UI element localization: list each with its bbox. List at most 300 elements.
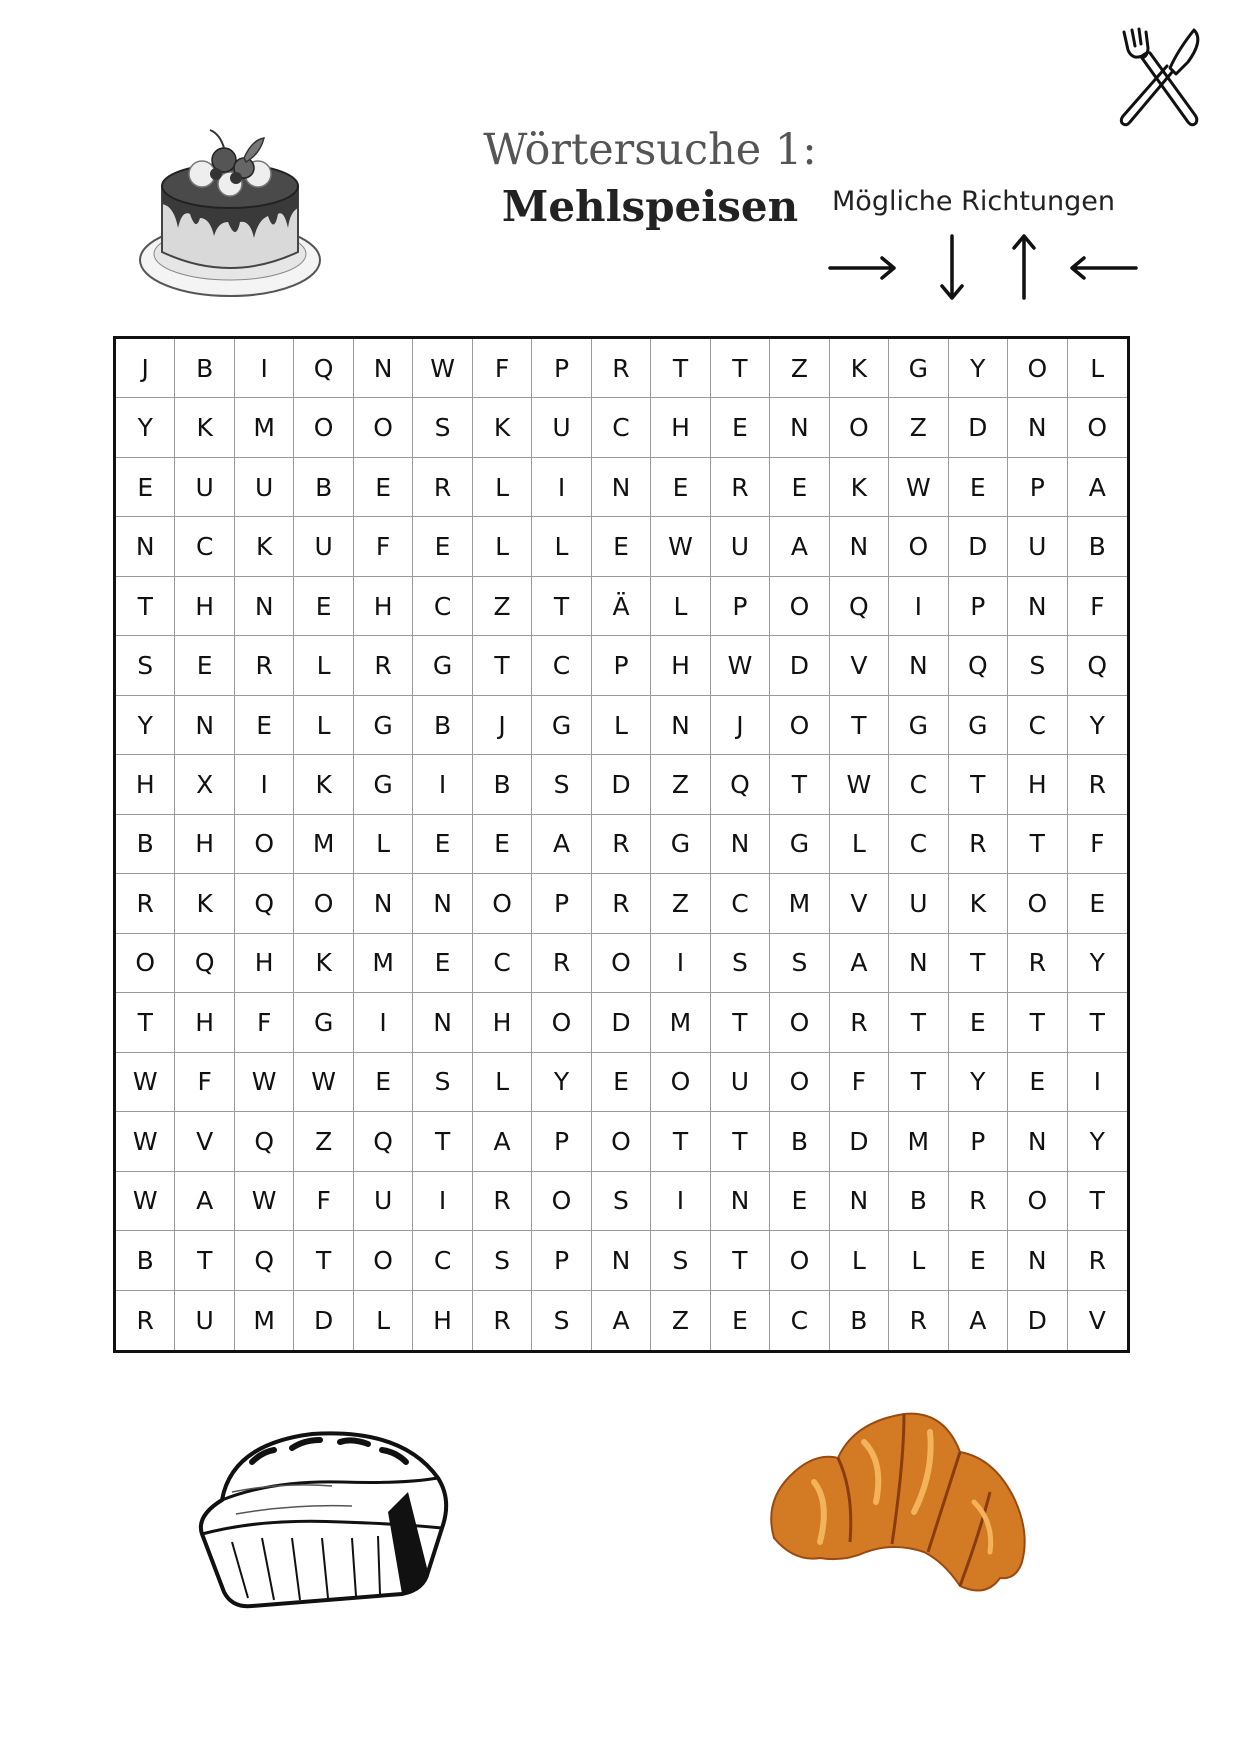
arrow-left-icon bbox=[1070, 236, 1160, 326]
grid-cell: T bbox=[1068, 993, 1127, 1052]
grid-cell: O bbox=[770, 993, 829, 1052]
grid-cell: H bbox=[175, 993, 234, 1052]
grid-cell: N bbox=[711, 815, 770, 874]
grid-cell: W bbox=[116, 1112, 175, 1171]
grid-cell: A bbox=[473, 1112, 532, 1171]
grid-cell: P bbox=[1008, 458, 1067, 517]
grid-cell: C bbox=[532, 636, 591, 695]
grid-cell: L bbox=[354, 815, 413, 874]
grid-cell: Ä bbox=[592, 577, 651, 636]
grid-cell: N bbox=[830, 517, 889, 576]
grid-cell: S bbox=[116, 636, 175, 695]
grid-cell: C bbox=[711, 874, 770, 933]
grid-cell: G bbox=[770, 815, 829, 874]
grid-cell: Y bbox=[949, 1053, 1008, 1112]
grid-cell: X bbox=[175, 755, 234, 814]
grid-cell: G bbox=[949, 696, 1008, 755]
grid-cell: O bbox=[770, 1231, 829, 1290]
cake-illustration bbox=[132, 124, 324, 304]
grid-cell: N bbox=[889, 934, 948, 993]
grid-cell: G bbox=[413, 636, 472, 695]
grid-cell: K bbox=[175, 874, 234, 933]
grid-cell: U bbox=[889, 874, 948, 933]
grid-cell: E bbox=[294, 577, 353, 636]
grid-cell: S bbox=[532, 755, 591, 814]
grid-cell: O bbox=[1008, 874, 1067, 933]
grid-cell: H bbox=[354, 577, 413, 636]
grid-cell: N bbox=[651, 696, 710, 755]
worksheet-title: Wörtersuche 1: bbox=[483, 125, 817, 175]
grid-cell: T bbox=[116, 577, 175, 636]
grid-cell: R bbox=[532, 934, 591, 993]
grid-cell: C bbox=[1008, 696, 1067, 755]
grid-cell: W bbox=[830, 755, 889, 814]
grid-cell: A bbox=[949, 1291, 1008, 1350]
grid-cell: H bbox=[116, 755, 175, 814]
grid-cell: C bbox=[592, 398, 651, 457]
grid-cell: U bbox=[1008, 517, 1067, 576]
grid-cell: Q bbox=[949, 636, 1008, 695]
grid-cell: R bbox=[592, 339, 651, 398]
grid-cell: O bbox=[294, 874, 353, 933]
grid-cell: M bbox=[294, 815, 353, 874]
grid-cell: O bbox=[354, 398, 413, 457]
grid-cell: F bbox=[830, 1053, 889, 1112]
grid-cell: E bbox=[949, 458, 1008, 517]
grid-cell: N bbox=[1008, 1112, 1067, 1171]
grid-cell: M bbox=[235, 398, 294, 457]
grid-cell: R bbox=[592, 874, 651, 933]
grid-cell: Y bbox=[1068, 934, 1127, 993]
grid-cell: E bbox=[949, 993, 1008, 1052]
grid-cell: Y bbox=[116, 696, 175, 755]
grid-cell: R bbox=[592, 815, 651, 874]
grid-cell: F bbox=[1068, 815, 1127, 874]
grid-cell: F bbox=[354, 517, 413, 576]
grid-cell: E bbox=[473, 815, 532, 874]
grid-cell: M bbox=[889, 1112, 948, 1171]
grid-cell: Q bbox=[235, 1231, 294, 1290]
grid-cell: A bbox=[175, 1172, 234, 1231]
grid-cell: N bbox=[413, 993, 472, 1052]
grid-cell: I bbox=[889, 577, 948, 636]
grid-cell: S bbox=[473, 1231, 532, 1290]
grid-cell: R bbox=[354, 636, 413, 695]
grid-cell: H bbox=[473, 993, 532, 1052]
grid-cell: O bbox=[354, 1231, 413, 1290]
grid-cell: U bbox=[235, 458, 294, 517]
grid-cell: L bbox=[294, 696, 353, 755]
grid-cell: D bbox=[592, 755, 651, 814]
grid-cell: T bbox=[949, 934, 1008, 993]
grid-cell: Q bbox=[711, 755, 770, 814]
grid-cell: B bbox=[889, 1172, 948, 1231]
grid-cell: S bbox=[770, 934, 829, 993]
grid-cell: B bbox=[294, 458, 353, 517]
grid-cell: D bbox=[949, 398, 1008, 457]
grid-cell: L bbox=[830, 1231, 889, 1290]
grid-cell: P bbox=[592, 636, 651, 695]
grid-cell: O bbox=[116, 934, 175, 993]
grid-cell: N bbox=[770, 398, 829, 457]
grid-cell: Y bbox=[949, 339, 1008, 398]
grid-cell: O bbox=[770, 1053, 829, 1112]
grid-cell: O bbox=[592, 934, 651, 993]
grid-cell: C bbox=[473, 934, 532, 993]
grid-cell: L bbox=[294, 636, 353, 695]
grid-cell: W bbox=[235, 1172, 294, 1231]
grid-cell: W bbox=[711, 636, 770, 695]
grid-cell: R bbox=[116, 874, 175, 933]
grid-cell: R bbox=[1068, 755, 1127, 814]
grid-cell: T bbox=[949, 755, 1008, 814]
grid-cell: K bbox=[294, 755, 353, 814]
grid-cell: R bbox=[473, 1291, 532, 1350]
grid-cell: B bbox=[116, 815, 175, 874]
grid-cell: E bbox=[770, 458, 829, 517]
grid-cell: R bbox=[949, 1172, 1008, 1231]
grid-cell: H bbox=[1008, 755, 1067, 814]
grid-cell: T bbox=[651, 1112, 710, 1171]
grid-cell: N bbox=[175, 696, 234, 755]
grid-cell: N bbox=[235, 577, 294, 636]
grid-cell: L bbox=[532, 517, 591, 576]
grid-cell: B bbox=[830, 1291, 889, 1350]
grid-cell: G bbox=[889, 696, 948, 755]
grid-cell: D bbox=[294, 1291, 353, 1350]
grid-cell: Z bbox=[651, 755, 710, 814]
grid-cell: L bbox=[889, 1231, 948, 1290]
grid-cell: Q bbox=[1068, 636, 1127, 695]
grid-cell: R bbox=[711, 458, 770, 517]
grid-cell: R bbox=[1008, 934, 1067, 993]
grid-cell: P bbox=[532, 1231, 591, 1290]
grid-cell: F bbox=[473, 339, 532, 398]
grid-cell: H bbox=[235, 934, 294, 993]
grid-cell: J bbox=[116, 339, 175, 398]
grid-cell: Z bbox=[473, 577, 532, 636]
grid-cell: Z bbox=[651, 874, 710, 933]
grid-cell: Z bbox=[770, 339, 829, 398]
grid-cell: U bbox=[711, 1053, 770, 1112]
grid-cell: K bbox=[949, 874, 1008, 933]
grid-cell: D bbox=[830, 1112, 889, 1171]
grid-cell: N bbox=[354, 339, 413, 398]
grid-cell: N bbox=[354, 874, 413, 933]
grid-cell: Y bbox=[1068, 1112, 1127, 1171]
grid-cell: T bbox=[532, 577, 591, 636]
grid-cell: I bbox=[651, 1172, 710, 1231]
grid-cell: C bbox=[889, 755, 948, 814]
grid-cell: L bbox=[592, 696, 651, 755]
grid-cell: L bbox=[473, 458, 532, 517]
grid-cell: O bbox=[235, 815, 294, 874]
grid-cell: R bbox=[949, 815, 1008, 874]
grid-cell: E bbox=[592, 1053, 651, 1112]
grid-cell: T bbox=[711, 339, 770, 398]
grid-cell: A bbox=[592, 1291, 651, 1350]
grid-cell: D bbox=[770, 636, 829, 695]
grid-cell: L bbox=[1068, 339, 1127, 398]
grid-cell: B bbox=[1068, 517, 1127, 576]
grid-cell: T bbox=[889, 993, 948, 1052]
grid-cell: W bbox=[116, 1053, 175, 1112]
grid-cell: H bbox=[175, 815, 234, 874]
grid-cell: E bbox=[175, 636, 234, 695]
grid-cell: Q bbox=[830, 577, 889, 636]
grid-cell: N bbox=[592, 1231, 651, 1290]
grid-cell: O bbox=[651, 1053, 710, 1112]
grid-cell: T bbox=[1008, 993, 1067, 1052]
grid-cell: O bbox=[830, 398, 889, 457]
grid-cell: E bbox=[235, 696, 294, 755]
grid-cell: U bbox=[711, 517, 770, 576]
grid-cell: L bbox=[473, 517, 532, 576]
grid-cell: C bbox=[413, 577, 472, 636]
grid-cell: M bbox=[770, 874, 829, 933]
grid-cell: N bbox=[711, 1172, 770, 1231]
grid-cell: H bbox=[651, 636, 710, 695]
grid-cell: P bbox=[949, 1112, 1008, 1171]
grid-cell: T bbox=[770, 755, 829, 814]
grid-cell: N bbox=[830, 1172, 889, 1231]
grid-cell: C bbox=[413, 1231, 472, 1290]
grid-cell: F bbox=[294, 1172, 353, 1231]
grid-cell: C bbox=[770, 1291, 829, 1350]
grid-cell: O bbox=[770, 577, 829, 636]
grid-cell: T bbox=[294, 1231, 353, 1290]
grid-cell: O bbox=[1008, 1172, 1067, 1231]
grid-cell: I bbox=[651, 934, 710, 993]
grid-cell: O bbox=[1008, 339, 1067, 398]
grid-cell: M bbox=[651, 993, 710, 1052]
grid-cell: G bbox=[889, 339, 948, 398]
arrow-up-icon bbox=[992, 232, 1082, 322]
grid-cell: T bbox=[651, 339, 710, 398]
grid-cell: U bbox=[354, 1172, 413, 1231]
grid-cell: E bbox=[1068, 874, 1127, 933]
grid-cell: E bbox=[116, 458, 175, 517]
grid-cell: R bbox=[473, 1172, 532, 1231]
grid-cell: B bbox=[413, 696, 472, 755]
grid-cell: E bbox=[354, 458, 413, 517]
grid-cell: J bbox=[473, 696, 532, 755]
grid-cell: Z bbox=[889, 398, 948, 457]
grid-cell: N bbox=[116, 517, 175, 576]
grid-cell: Z bbox=[294, 1112, 353, 1171]
grid-cell: L bbox=[830, 815, 889, 874]
grid-cell: E bbox=[949, 1231, 1008, 1290]
grid-cell: W bbox=[889, 458, 948, 517]
grid-cell: P bbox=[532, 1112, 591, 1171]
grid-cell: D bbox=[949, 517, 1008, 576]
grid-cell: Q bbox=[235, 1112, 294, 1171]
grid-cell: G bbox=[294, 993, 353, 1052]
grid-cell: K bbox=[235, 517, 294, 576]
grid-cell: T bbox=[1068, 1172, 1127, 1231]
grid-cell: V bbox=[830, 636, 889, 695]
grid-cell: T bbox=[711, 1231, 770, 1290]
grid-cell: L bbox=[651, 577, 710, 636]
grid-cell: P bbox=[532, 874, 591, 933]
grid-cell: B bbox=[473, 755, 532, 814]
directions-label: Mögliche Richtungen bbox=[832, 186, 1115, 217]
grid-cell: E bbox=[592, 517, 651, 576]
croissant-illustration bbox=[754, 1402, 1036, 1622]
grid-cell: T bbox=[889, 1053, 948, 1112]
grid-cell: L bbox=[473, 1053, 532, 1112]
grid-cell: T bbox=[175, 1231, 234, 1290]
grid-cell: E bbox=[711, 1291, 770, 1350]
grid-cell: S bbox=[1008, 636, 1067, 695]
grid-cell: U bbox=[294, 517, 353, 576]
word-search-grid bbox=[113, 336, 1130, 1353]
grid-cell: E bbox=[1008, 1053, 1067, 1112]
grid-cell: S bbox=[711, 934, 770, 993]
grid-cell: G bbox=[651, 815, 710, 874]
grid-cell: I bbox=[235, 755, 294, 814]
grid-cell: P bbox=[949, 577, 1008, 636]
grid-cell: N bbox=[1008, 398, 1067, 457]
grid-cell: B bbox=[770, 1112, 829, 1171]
grid-cell: S bbox=[532, 1291, 591, 1350]
grid-cell: K bbox=[175, 398, 234, 457]
grid-cell: I bbox=[413, 755, 472, 814]
grid-cell: F bbox=[235, 993, 294, 1052]
cutlery-icon bbox=[1118, 26, 1204, 130]
grid-cell: K bbox=[294, 934, 353, 993]
grid-cell: S bbox=[413, 398, 472, 457]
grid-cell: V bbox=[1088, 1305, 1106, 1335]
grid-cell: O bbox=[532, 993, 591, 1052]
grid-cell: B bbox=[175, 339, 234, 398]
grid-cell: W bbox=[651, 517, 710, 576]
grid-cell: T bbox=[711, 993, 770, 1052]
grid-cell: H bbox=[413, 1291, 472, 1350]
grid-cell: O bbox=[592, 1112, 651, 1171]
grid-cell: E bbox=[413, 517, 472, 576]
grid-cell: Q bbox=[175, 934, 234, 993]
grid-cell: N bbox=[889, 636, 948, 695]
grid-cell: U bbox=[175, 1291, 234, 1350]
worksheet-subtitle: Mehlspeisen bbox=[501, 182, 799, 231]
grid-cell: W bbox=[294, 1053, 353, 1112]
grid-cell: W bbox=[116, 1172, 175, 1231]
grid-cell: Q bbox=[235, 874, 294, 933]
grid-cell: T bbox=[116, 993, 175, 1052]
grid-cell: C bbox=[175, 517, 234, 576]
grid-cell: O bbox=[532, 1172, 591, 1231]
grid-cell: E bbox=[354, 1053, 413, 1112]
bread-illustration bbox=[192, 1422, 454, 1612]
grid-cell: H bbox=[651, 398, 710, 457]
grid-cell: I bbox=[235, 339, 294, 398]
grid-cell: Z bbox=[651, 1291, 710, 1350]
grid-cell: I bbox=[1068, 1053, 1127, 1112]
grid-cell: W bbox=[235, 1053, 294, 1112]
grid-cell: T bbox=[413, 1112, 472, 1171]
grid-cell: M bbox=[354, 934, 413, 993]
grid-cell: D bbox=[1008, 1291, 1067, 1350]
grid-cell: E bbox=[651, 458, 710, 517]
grid-cell: I bbox=[354, 993, 413, 1052]
grid-cell: K bbox=[473, 398, 532, 457]
grid-cell: P bbox=[711, 577, 770, 636]
grid-cell: F bbox=[175, 1053, 234, 1112]
grid-cell: Y bbox=[532, 1053, 591, 1112]
grid-cell: R bbox=[235, 636, 294, 695]
grid-cell: G bbox=[354, 755, 413, 814]
grid-cell: R bbox=[116, 1291, 175, 1350]
grid-cell: N bbox=[592, 458, 651, 517]
grid-cell: O bbox=[1068, 398, 1127, 457]
grid-cell: N bbox=[1008, 577, 1067, 636]
grid-cell: R bbox=[830, 993, 889, 1052]
grid-cell: T bbox=[473, 636, 532, 695]
grid-cell: T bbox=[711, 1112, 770, 1171]
grid-cell: S bbox=[592, 1172, 651, 1231]
grid-cell: G bbox=[532, 696, 591, 755]
grid-cell: E bbox=[711, 398, 770, 457]
grid-cell: A bbox=[770, 517, 829, 576]
grid-cell: N bbox=[1008, 1231, 1067, 1290]
grid-cell: U bbox=[175, 458, 234, 517]
grid-cell: D bbox=[592, 993, 651, 1052]
grid-cell: V bbox=[830, 874, 889, 933]
grid-cell: U bbox=[532, 398, 591, 457]
grid-cell: O bbox=[294, 398, 353, 457]
grid-cell: W bbox=[413, 339, 472, 398]
grid-cell: Y bbox=[116, 398, 175, 457]
grid-cell: E bbox=[770, 1172, 829, 1231]
grid-cell: H bbox=[175, 577, 234, 636]
grid-cell: L bbox=[354, 1291, 413, 1350]
grid-cell: R bbox=[413, 458, 472, 517]
grid-cell: T bbox=[830, 696, 889, 755]
grid-cell: A bbox=[1068, 458, 1127, 517]
grid-cell: O bbox=[770, 696, 829, 755]
grid-cell: P bbox=[532, 339, 591, 398]
grid-cell: I bbox=[532, 458, 591, 517]
grid-cell: A bbox=[532, 815, 591, 874]
grid-cell: R bbox=[889, 1291, 948, 1350]
grid-cell: R bbox=[1068, 1231, 1127, 1290]
grid-cell: Q bbox=[354, 1112, 413, 1171]
arrow-right-icon bbox=[828, 236, 918, 326]
grid-cell: C bbox=[889, 815, 948, 874]
grid-cell: G bbox=[354, 696, 413, 755]
grid-cell: E bbox=[413, 934, 472, 993]
grid-cell: V bbox=[175, 1112, 234, 1171]
grid-cell: J bbox=[711, 696, 770, 755]
grid-cell: T bbox=[1008, 815, 1067, 874]
grid-cell: S bbox=[413, 1053, 472, 1112]
grid-cell: Q bbox=[294, 339, 353, 398]
grid-cell: O bbox=[889, 517, 948, 576]
grid-cell: K bbox=[830, 339, 889, 398]
grid-cell: K bbox=[830, 458, 889, 517]
grid-cell: M bbox=[235, 1291, 294, 1350]
grid-cell: S bbox=[651, 1231, 710, 1290]
grid-cell: B bbox=[116, 1231, 175, 1290]
grid-cell: A bbox=[830, 934, 889, 993]
grid-cell: O bbox=[473, 874, 532, 933]
grid-cell: I bbox=[413, 1172, 472, 1231]
grid-cell: Y bbox=[1068, 696, 1127, 755]
grid-cell: N bbox=[413, 874, 472, 933]
grid-cell: E bbox=[413, 815, 472, 874]
grid-cell: F bbox=[1068, 577, 1127, 636]
